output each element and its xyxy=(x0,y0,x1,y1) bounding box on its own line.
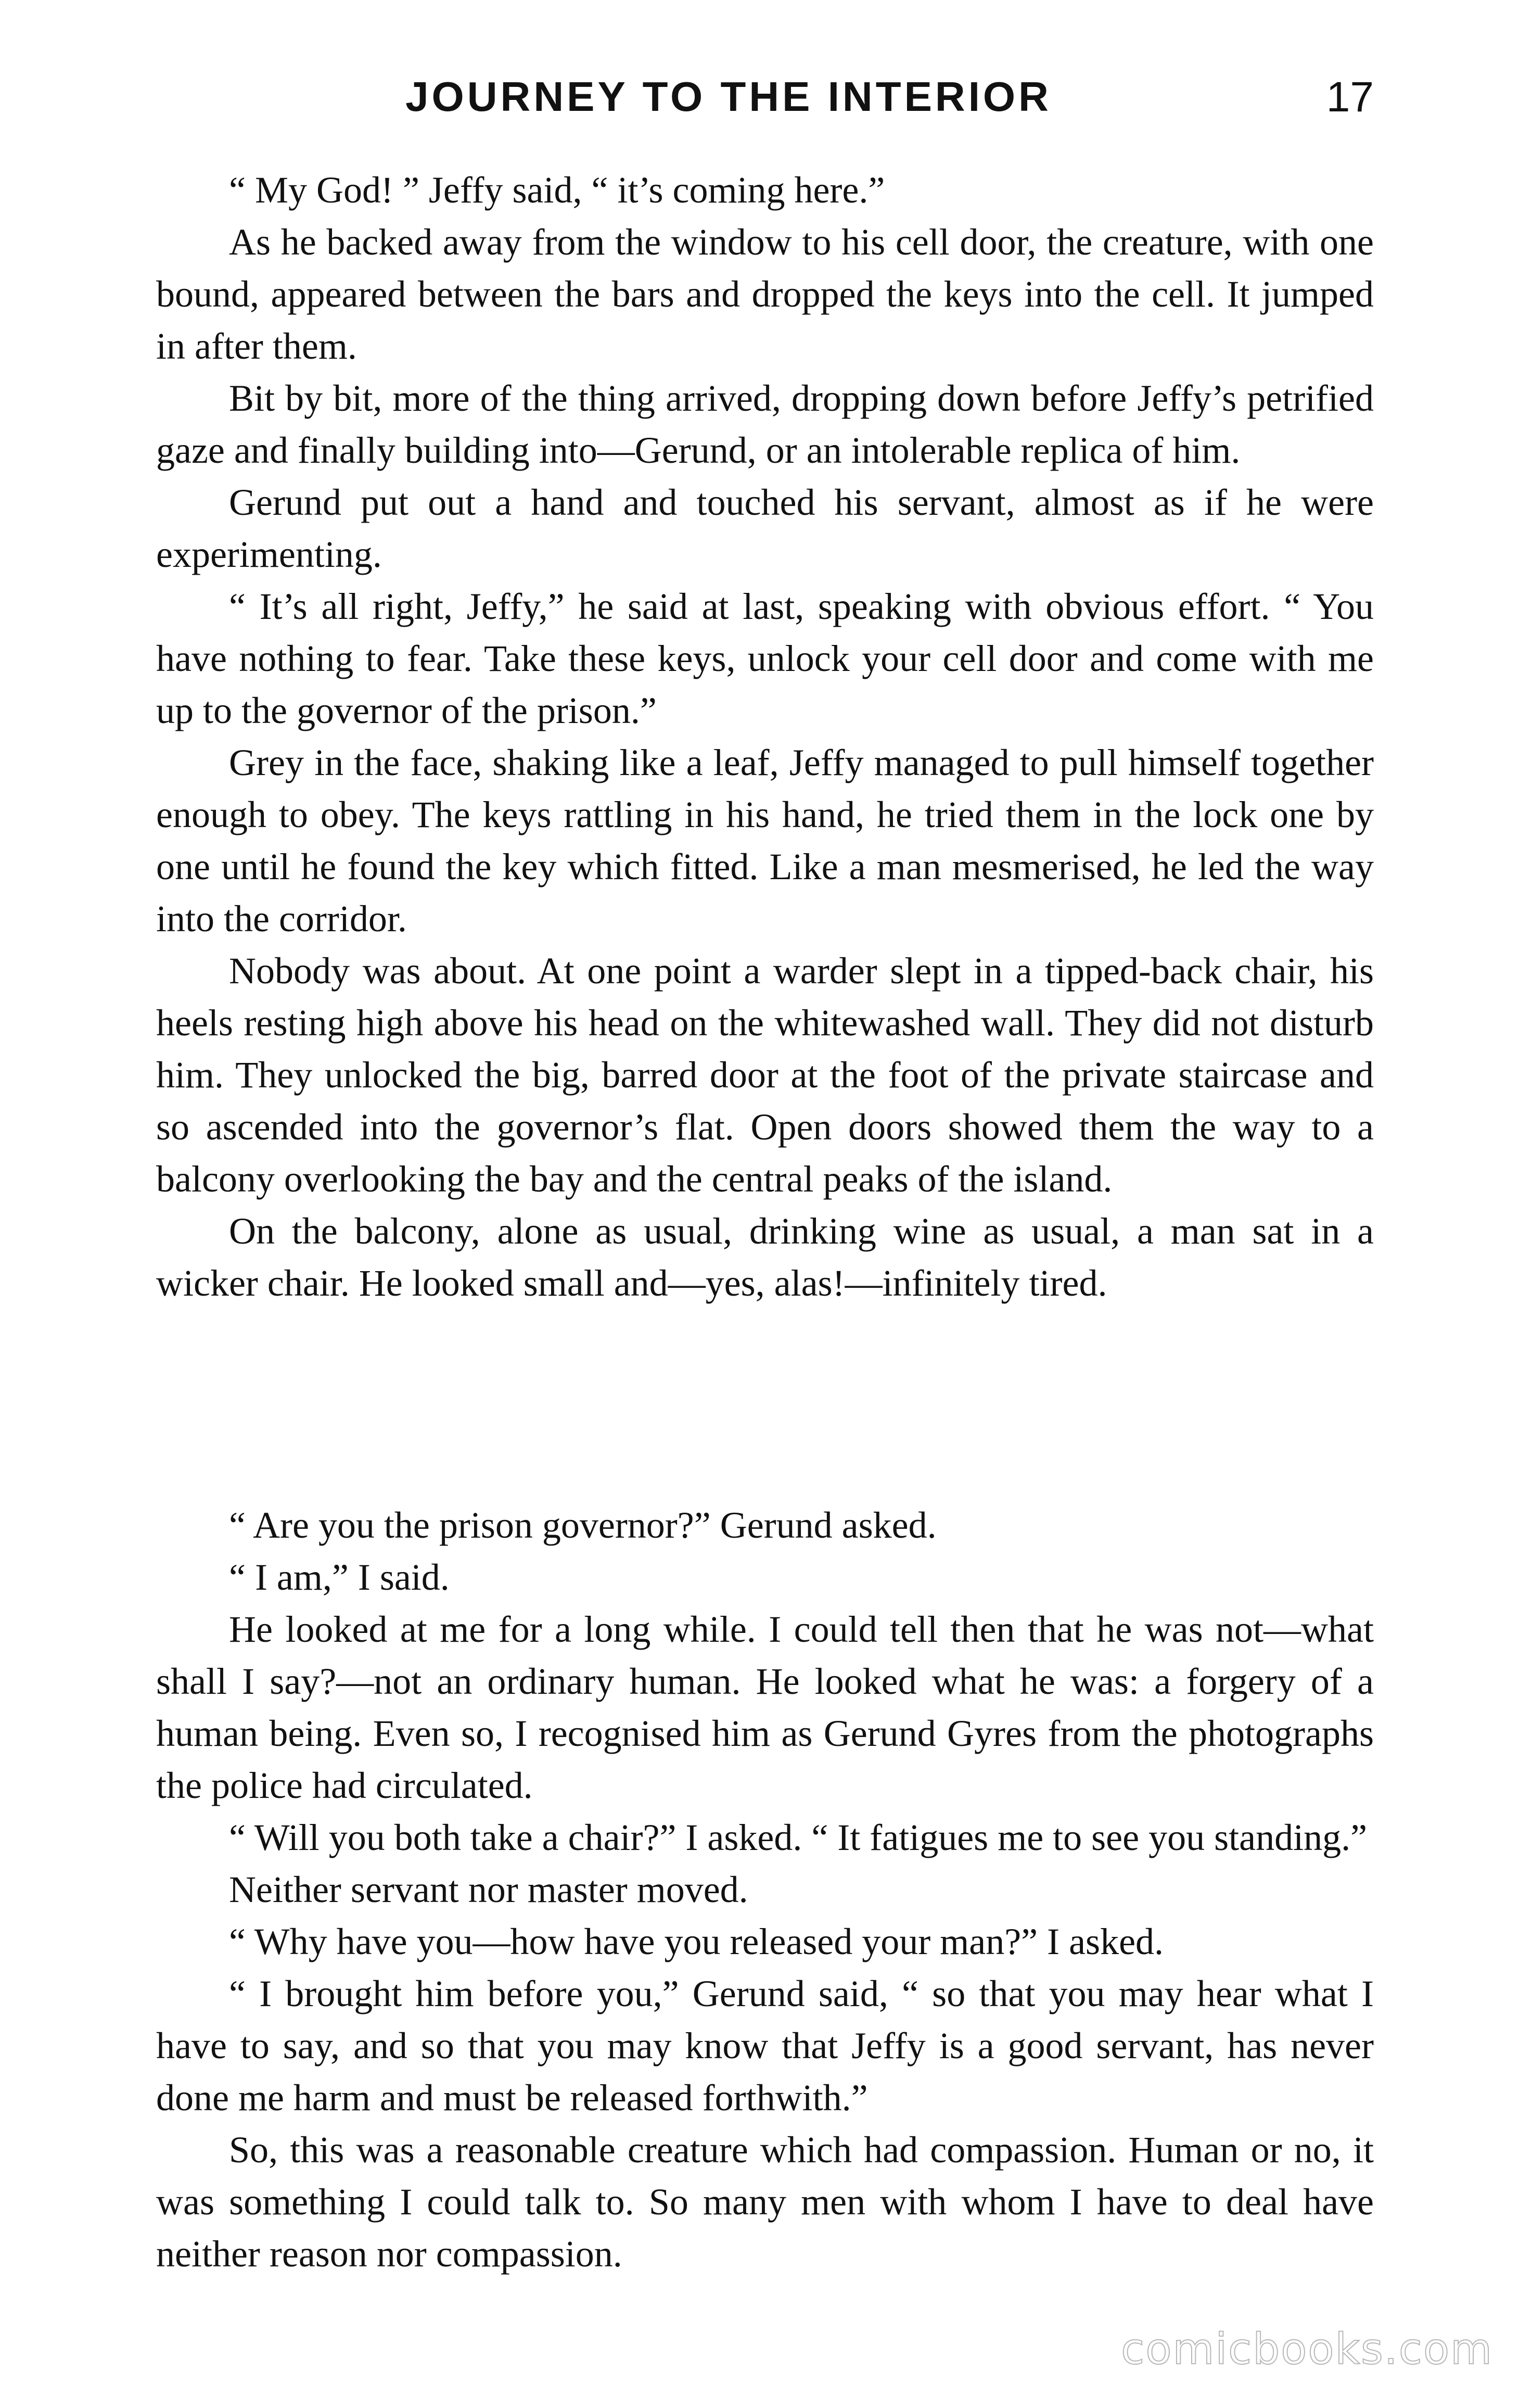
page-header xyxy=(156,68,1374,130)
paragraph: “ Why have you—how have you released your man?” I asked. xyxy=(229,1921,1164,1962)
watermark: comicbooks.com xyxy=(1121,2325,1493,2374)
paragraph: Nobody was about. At one point a warder slept in a tipped-back chair, his heels resting high above his head on the whitewashed wall. They did not disturb him. They unlocked the big, barred door at the foot of the private staircase and so ascended into the governor’s flat. Open doors showed them the way to a balcony overlooking the bay and the central peaks of the island. xyxy=(156,950,1374,1200)
paragraph: On the balcony, alone as usual, drinking wine as usual, a man sat in a wicker chair. He looked small and—yes, alas!—infinitely tired. xyxy=(156,1210,1374,1304)
paragraph: As he backed away from the window to his cell door, the creature, with one bound, appeared between the bars and dropped the keys into the cell. It jumped in after them. xyxy=(156,221,1374,367)
paragraph: Gerund put out a hand and touched his servant, almost as if he were experimenting. xyxy=(156,481,1374,575)
paragraph: “ Will you both take a chair?” I asked. “ It fatigues me to see you standing.” xyxy=(229,1817,1368,1858)
paragraph: Bit by bit, more of the thing arrived, dropping down before Jeffy’s petrified gaze and finally building into—Gerund, or an intolerable replica of him. xyxy=(156,377,1374,471)
paragraph: “ It’s all right, Jeffy,” he said at last, speaking with obvious effort. “ You have nothing to fear. Take these keys, unlock your cell door and come with me up to the governor of the prison.” xyxy=(156,586,1374,731)
paragraph: Neither servant nor master moved. xyxy=(229,1869,748,1910)
paragraph: He looked at me for a long while. I could tell then that he was not—what shall I say?—not an ordinary human. He looked what he was: a forgery of a human being. Even so, I recognised him as Gerund Gyres from the photographs the police had circulated. xyxy=(156,1608,1374,1806)
paragraph: So, this was a reasonable creature which had compassion. Human or no, it was something I could talk to. So many men with whom I have to deal have neither reason nor compassion. xyxy=(156,2129,1374,2275)
running-title: JOURNEY TO THE INTERIOR xyxy=(405,73,1052,120)
page-number: 17 xyxy=(1326,73,1374,121)
paragraph: “ I brought him before you,” Gerund said, “ so that you may hear what I have to say, and so that you may know that Jeffy is a good servant, has never done me harm and must be released forthwith.” xyxy=(156,1973,1374,2119)
text-block-1 xyxy=(156,164,1374,1309)
paragraph: “ I am,” I said. xyxy=(229,1556,450,1598)
paragraph: “ My God! ” Jeffy said, “ it’s coming here.” xyxy=(229,169,885,211)
paragraph: “ Are you the prison governor?” Gerund asked. xyxy=(229,1504,937,1546)
paragraph: Grey in the face, shaking like a leaf, Jeffy managed to pull himself together enough to obey. The keys rattling in his hand, he tried them in the lock one by one until he found the key which fitted. Like a man mesmerised, he led the way into the corridor. xyxy=(156,742,1374,940)
text-block-2 xyxy=(156,1499,1374,2280)
